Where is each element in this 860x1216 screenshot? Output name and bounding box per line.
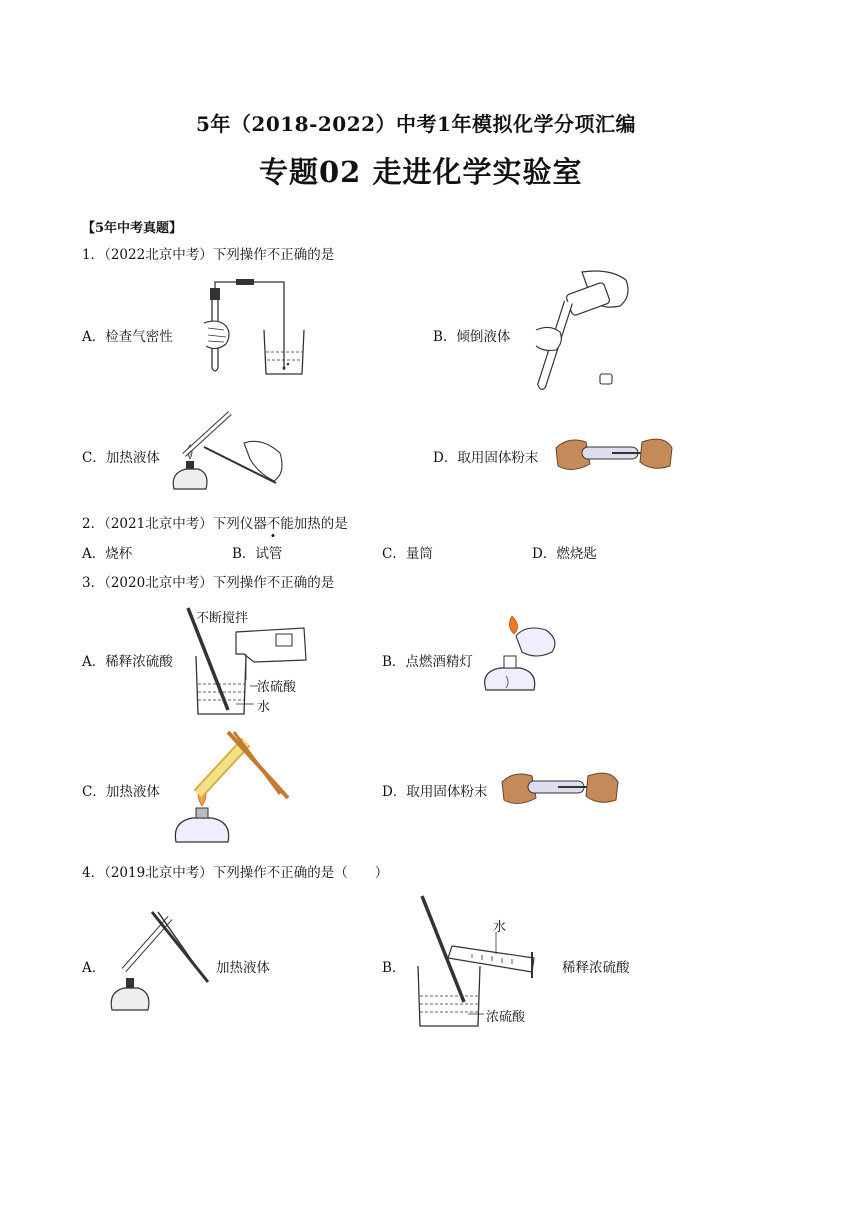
q3-option-d[interactable] [382,780,487,800]
solid-powder-illustration-q3 [498,764,622,812]
section-heading: 【5年中考真题】 [82,221,183,236]
q2-option-a[interactable] [82,542,132,562]
q4-option-b-text[interactable]: 稀释浓硫酸 [562,960,630,976]
light-alcohol-lamp-illustration [476,606,566,702]
figure-label-stir: 不断搅拌 [196,611,249,626]
figure-label-acid-q4: 浓硫酸 [486,1010,526,1025]
q2-option-b[interactable] [232,542,282,562]
q3-option-c[interactable] [82,780,160,800]
option-text: 检查气密性 [105,329,173,345]
option-letter: C． [82,450,106,466]
option-text: 燃烧匙 [556,546,597,562]
question-1 [82,243,334,263]
option-letter: C． [82,784,106,800]
q4-option-a-letter[interactable]: A． [82,960,106,976]
q2-option-c[interactable] [382,542,433,562]
solid-powder-illustration [552,430,676,478]
question-stem-end: 能加热的是 [280,516,348,532]
heating-liquid-illustration [168,403,294,495]
q4-option-a-text[interactable]: 加热液体 [216,960,270,976]
figure-label-water-q4: 水 [493,920,507,935]
question-number: 3． [82,575,105,591]
q1-option-d[interactable] [433,446,538,466]
option-text: 试管 [255,546,283,562]
heating-liquid-illustration-q4 [106,906,210,1014]
option-letter: A． [82,546,106,562]
question-stem: （2019北京中考）下列操作不正确的是（ ） [104,865,389,881]
q3-option-a[interactable] [82,650,173,670]
q2-option-d[interactable] [532,542,597,562]
question-2 [82,512,348,532]
q4-option-b-letter[interactable]: B． [382,960,406,976]
pouring-liquid-illustration [520,268,640,392]
question-number: 1． [82,247,105,263]
question-3 [82,571,334,591]
q1-option-c[interactable] [82,446,160,466]
q1-option-a[interactable] [82,325,173,345]
page-title: 专题02 走进化学实验室 [259,155,583,189]
option-text: 稀释浓硫酸 [105,654,173,670]
dilute-acid-illustration-q4 [408,892,548,1032]
figure-label-water: 水 [257,700,271,715]
option-letter: C． [382,546,406,562]
series-title: 5年（2018-2022）中考1年模拟化学分项汇编 [196,112,636,136]
q1-option-b[interactable] [433,325,510,345]
option-letter: D． [433,450,458,466]
option-letter: A． [82,654,106,670]
option-letter: B． [433,329,457,345]
question-stem: （2022北京中考）下列操作不正确的是 [104,247,335,263]
airtightness-check-illustration [196,278,318,378]
question-number: 2． [82,516,105,532]
option-text: 加热液体 [105,784,160,800]
option-letter: D． [382,784,407,800]
q3-option-b[interactable] [382,650,473,670]
option-text: 加热液体 [105,450,160,466]
question-stem: （2021北京中考）下列仪器 [104,516,267,532]
option-text: 取用固体粉末 [406,784,488,800]
heating-liquid-illustration-q3 [170,728,296,846]
emphasized-word: 不 [266,516,281,532]
question-stem: （2020北京中考）下列操作不正确的是 [104,575,335,591]
option-text: 点燃酒精灯 [405,654,473,670]
option-letter: A． [82,329,106,345]
option-letter: B． [232,546,256,562]
option-text: 倾倒液体 [456,329,511,345]
question-4 [82,861,388,881]
option-letter: B． [382,654,406,670]
option-text: 烧杯 [105,546,133,562]
figure-label-acid: 浓硫酸 [257,680,297,695]
option-text: 量筒 [405,546,433,562]
question-number: 4． [82,865,105,881]
option-text: 取用固体粉末 [457,450,539,466]
option-letter: D． [532,546,557,562]
